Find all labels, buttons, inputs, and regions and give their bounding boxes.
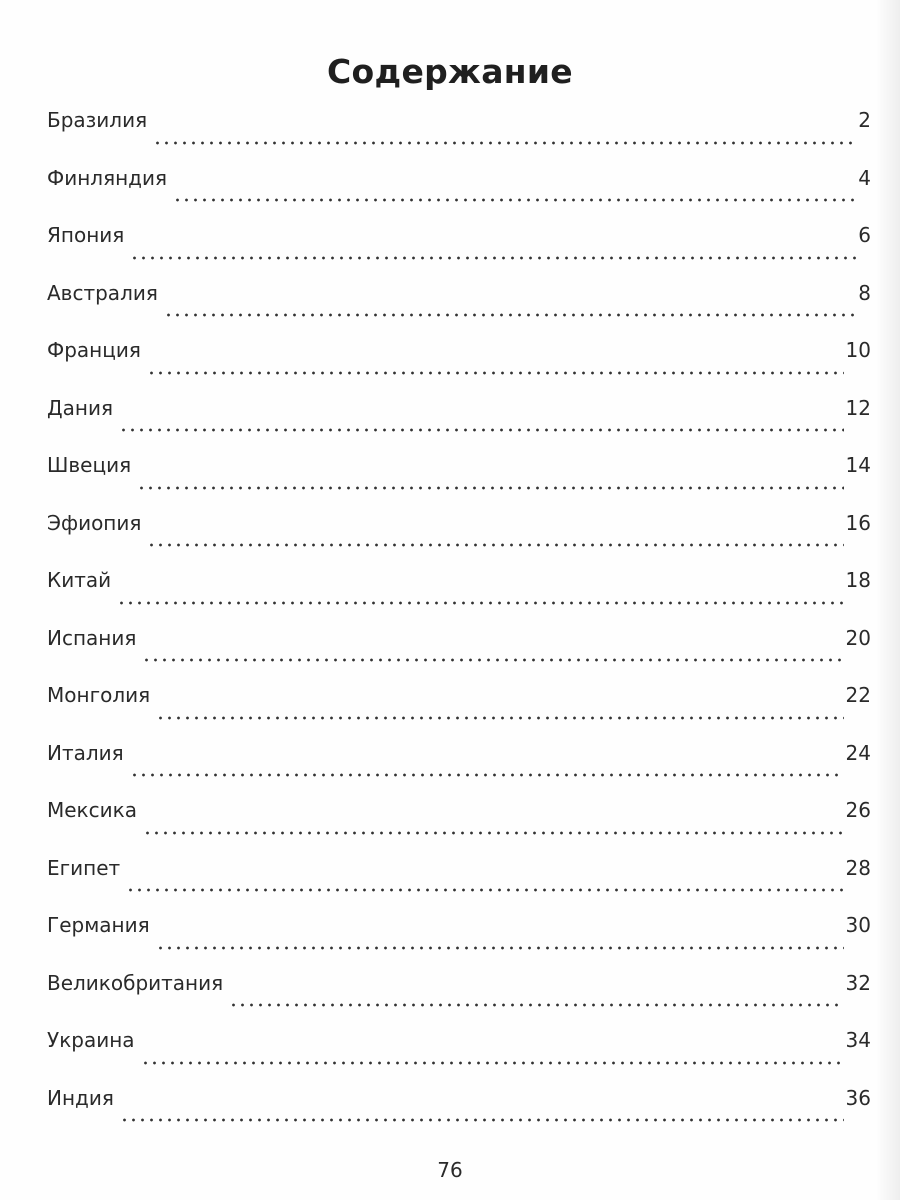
toc-entry-page: 36 xyxy=(845,1085,871,1110)
toc-entry xyxy=(47,453,871,511)
toc-entry-title: Швеция xyxy=(47,453,132,477)
dot-leader xyxy=(130,256,856,260)
toc-entry xyxy=(47,626,871,684)
toc-entry xyxy=(47,223,871,281)
toc-entry-page: 20 xyxy=(845,625,871,650)
toc-entry-page: 4 xyxy=(858,165,871,190)
toc-entry-page: 16 xyxy=(845,510,871,535)
dot-leader xyxy=(117,601,843,605)
toc-entry-page: 28 xyxy=(845,855,871,880)
toc-entry-title: Дания xyxy=(47,395,113,420)
toc-entry-title: Германия xyxy=(47,913,150,937)
toc-entry-page: 24 xyxy=(845,740,871,765)
toc-entry-page: 12 xyxy=(845,395,871,420)
toc-entry-page: 32 xyxy=(845,970,871,995)
toc-entry-title: Япония xyxy=(47,223,125,247)
toc-entry-title: Украина xyxy=(47,1028,135,1052)
page-number: 76 xyxy=(437,1158,463,1182)
table-of-contents xyxy=(47,108,871,1143)
toc-entry xyxy=(47,1028,871,1086)
toc-entry-page: 14 xyxy=(845,453,871,477)
dot-leader xyxy=(119,428,844,432)
toc-entry-title: Бразилия xyxy=(47,108,148,132)
toc-entry-title: Мексика xyxy=(47,798,137,822)
dot-leader xyxy=(142,658,843,662)
toc-entry xyxy=(47,798,871,856)
dot-leader xyxy=(137,486,843,490)
toc-entry xyxy=(47,281,871,339)
toc-entry-title: Великобритания xyxy=(47,970,224,995)
toc-entry xyxy=(47,913,871,971)
toc-entry-page: 2 xyxy=(858,108,871,132)
toc-entry-title: Монголия xyxy=(47,683,151,707)
toc-entry-page: 30 xyxy=(845,913,871,937)
toc-entry-title: Египет xyxy=(47,855,121,880)
dot-leader xyxy=(126,888,843,892)
dot-leader xyxy=(173,198,856,202)
dot-leader xyxy=(147,371,844,375)
dot-leader xyxy=(156,946,844,950)
toc-entry-page: 8 xyxy=(858,280,871,305)
dot-leader xyxy=(156,716,843,720)
toc-entry-page: 18 xyxy=(845,568,871,592)
toc-entry xyxy=(47,338,871,396)
toc-entry-page: 22 xyxy=(845,683,871,707)
toc-entry xyxy=(47,108,871,166)
toc-entry xyxy=(47,683,871,741)
toc-entry xyxy=(47,1086,871,1144)
page-edge-shadow xyxy=(876,0,900,1200)
toc-entry-title: Италия xyxy=(47,740,124,765)
toc-entry-title: Финляндия xyxy=(47,165,168,190)
dot-leader xyxy=(164,313,856,317)
toc-entry-page: 26 xyxy=(845,798,871,822)
dot-leader xyxy=(143,831,844,835)
toc-entry xyxy=(47,741,871,799)
toc-entry-title: Эфиопия xyxy=(47,510,142,535)
toc-entry xyxy=(47,166,871,224)
toc-entry xyxy=(47,511,871,569)
toc-entry-page: 10 xyxy=(845,338,871,362)
dot-leader xyxy=(229,1003,843,1007)
toc-entry-page: 34 xyxy=(845,1028,871,1052)
toc-entry-title: Индия xyxy=(47,1085,114,1110)
toc-entry-page: 6 xyxy=(858,223,871,247)
toc-entry xyxy=(47,568,871,626)
dot-leader xyxy=(141,1061,844,1065)
toc-entry-title: Франция xyxy=(47,338,141,362)
dot-leader xyxy=(130,773,844,777)
dot-leader xyxy=(120,1118,844,1122)
toc-entry xyxy=(47,396,871,454)
dot-leader xyxy=(147,543,843,547)
toc-entry-title: Испания xyxy=(47,625,137,650)
toc-entry-title: Австралия xyxy=(47,280,158,305)
toc-entry xyxy=(47,856,871,914)
page-title: Содержание xyxy=(327,52,573,91)
toc-entry xyxy=(47,971,871,1029)
toc-entry-title: Китай xyxy=(47,568,112,592)
dot-leader xyxy=(153,141,856,145)
